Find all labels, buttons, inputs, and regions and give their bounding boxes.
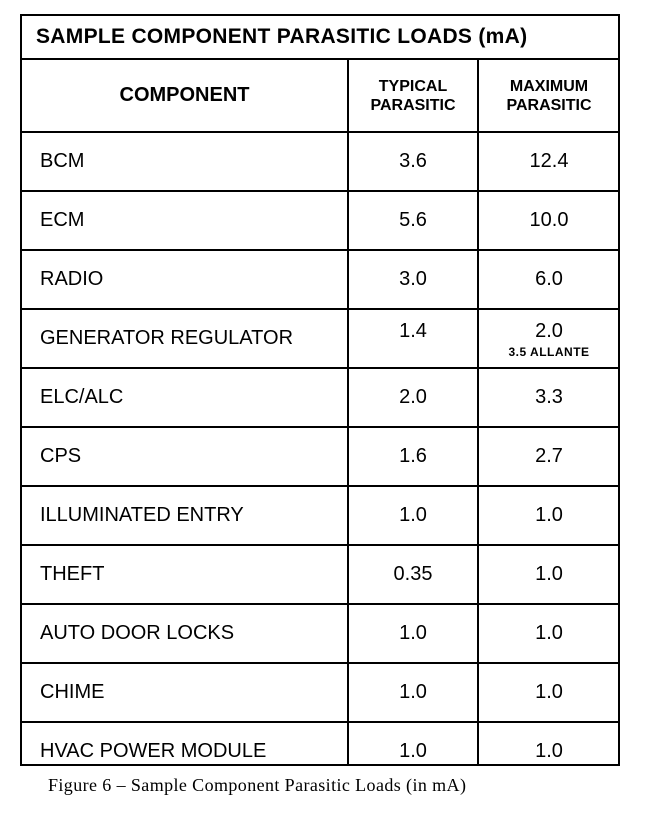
table-row [22,664,618,723]
maximum-cell: 3.3 [535,386,563,408]
table-row [22,251,618,310]
maximum-cell: 12.4 [529,150,569,172]
figure-caption: Figure 6 – Sample Component Parasitic Loads (in mA) [48,775,467,795]
typical-cell: 1.0 [399,681,427,703]
typical-cell: 3.0 [399,268,427,290]
maximum-cell: 10.0 [529,209,569,231]
component-cell: ILLUMINATED ENTRY [40,504,244,526]
typical-cell: 0.35 [393,563,433,585]
table-row [22,546,618,605]
maximum-cell [479,310,619,367]
header-typical-parasitic [349,60,477,131]
table-row [22,605,618,664]
maximum-cell: 6.0 [535,268,563,290]
maximum-cell: 1.0 [535,681,563,703]
header-typical-line2: PARASITIC [370,96,456,114]
table-row [22,192,618,251]
component-cell: CPS [40,445,82,467]
table-header-row [22,60,618,133]
maximum-cell: 1.0 [535,740,563,762]
parasitic-loads-table [20,14,620,766]
maximum-note: 3.5 ALLANTE [508,345,590,359]
maximum-cell: 1.0 [535,563,563,585]
table-row [22,487,618,546]
typical-cell: 1.0 [399,740,427,762]
table-row [22,310,618,369]
component-cell: BCM [40,150,85,172]
component-cell: CHIME [40,681,105,703]
component-cell: GENERATOR REGULATOR [40,327,294,349]
component-cell: ECM [40,209,85,231]
table-row [22,428,618,487]
header-maximum-parasitic [479,60,619,131]
typical-cell: 1.6 [399,445,427,467]
header-component: COMPONENT [119,84,250,106]
component-cell: RADIO [40,268,104,290]
maximum-cell: 2.7 [535,445,563,467]
typical-cell: 1.0 [399,622,427,644]
table-row [22,133,618,192]
component-cell: THEFT [40,563,105,585]
header-maximum-line2: PARASITIC [506,96,592,114]
table-title: SAMPLE COMPONENT PARASITIC LOADS (mA) [22,16,618,60]
typical-cell: 1.0 [399,504,427,526]
maximum-value: 2.0 [535,320,563,342]
component-cell: HVAC POWER MODULE [40,740,267,762]
typical-cell: 2.0 [399,386,427,408]
typical-cell: 3.6 [399,150,427,172]
table-row [22,369,618,428]
component-cell: AUTO DOOR LOCKS [40,622,235,644]
header-typical-line1: TYPICAL [378,77,448,95]
typical-cell [349,310,477,367]
table-body [22,133,618,780]
table-row [22,723,618,780]
maximum-cell: 1.0 [535,504,563,526]
maximum-cell: 1.0 [535,622,563,644]
component-cell: ELC/ALC [40,386,124,408]
header-maximum-line1: MAXIMUM [509,77,589,95]
typical-cell: 5.6 [399,209,427,231]
typical-value: 1.4 [399,320,427,342]
